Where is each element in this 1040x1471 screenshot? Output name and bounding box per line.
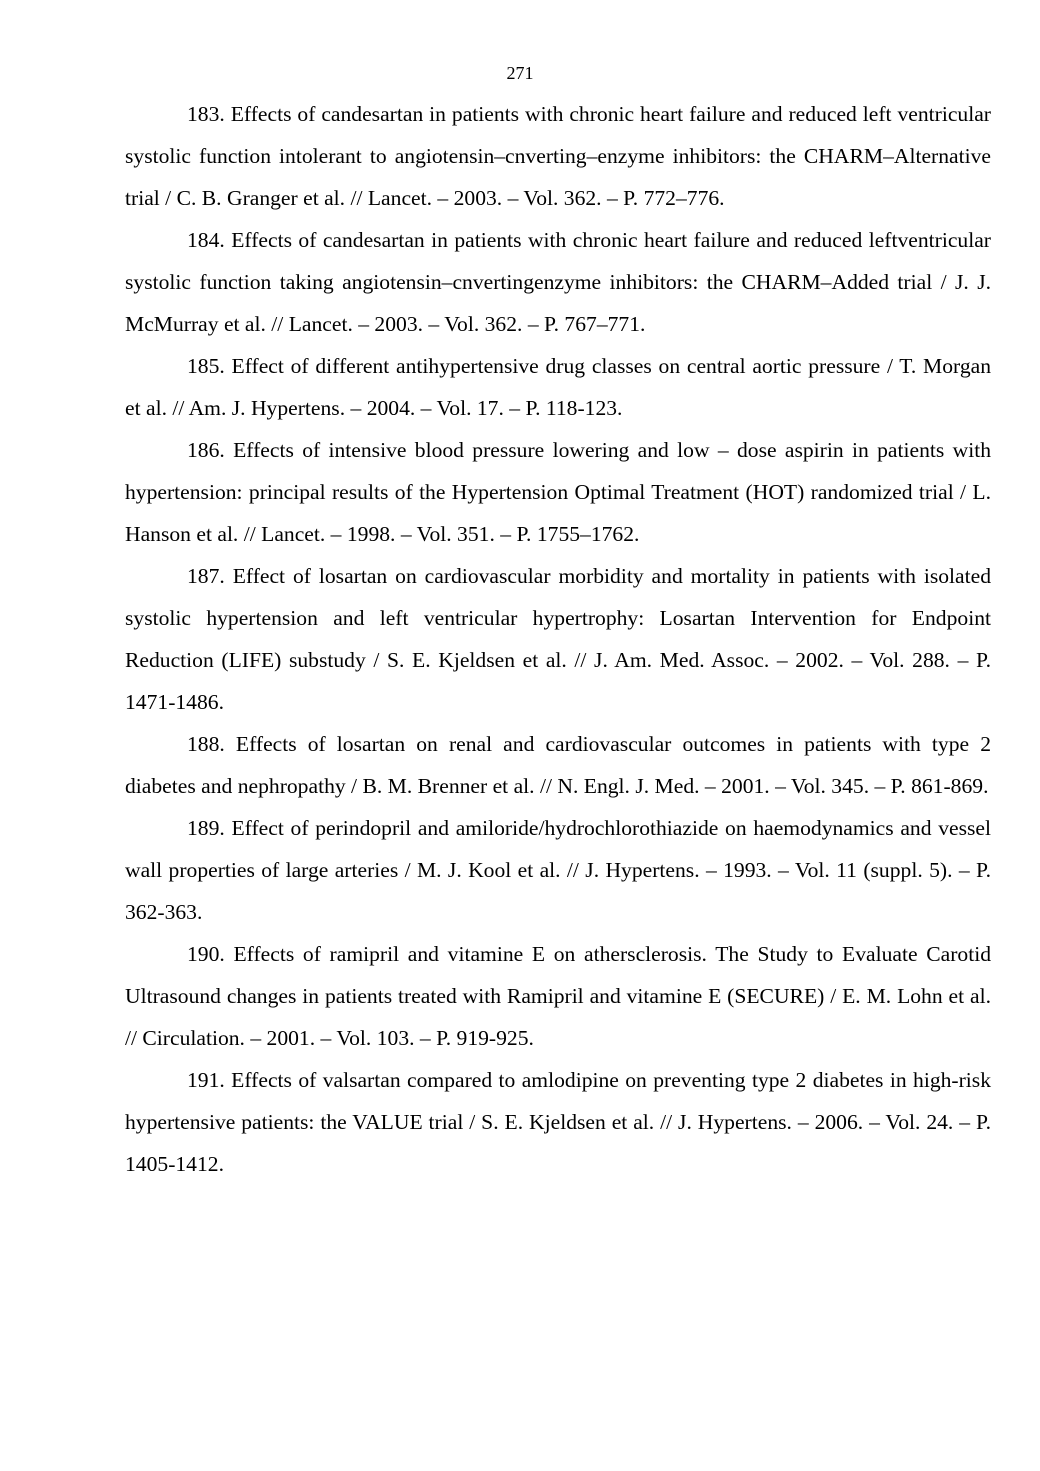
- reference-item: 187. Effect of losartan on cardiovascular morbidity and mortality in patients with isolated systolic hypertension and left ventricular hypertrophy: Losartan Intervention for Endpoint Reduction (LIFE) substudy / S. E. Kjeldsen et al. // J. Am. Med. Assoc. – 2002. – Vol. 288. – P. 1471-1486.: [125, 564, 991, 714]
- reference-item: 191. Effects of valsartan compared to amlodipine on preventing type 2 diabetes in high-risk hypertensive patients: the VALUE trial / S. E. Kjeldsen et al. // J. Hypertens. – 2006. – Vol. 24. – P. 1405-1412.: [125, 1068, 991, 1176]
- reference-item: 183. Effects of candesartan in patients with chronic heart failure and reduced left ventricular systolic function intolerant to angiotensin–cnverting–enzyme inhibitors: the CHARM–Alternative trial / C. B. Granger et al. // Lancet. – 2003. – Vol. 362. – P. 772–776.: [125, 102, 991, 210]
- reference-item: 189. Effect of perindopril and amiloride/hydrochlorothiazide on haemodynamics and vessel wall properties of large arteries / M. J. Kool et al. // J. Hypertens. – 1993. – Vol. 11 (suppl. 5). – P. 362-363.: [125, 816, 991, 924]
- reference-item: 190. Effects of ramipril and vitamine E on athersclerosis. The Study to Evaluate Carotid Ultrasound changes in patients treated with Ramipril and vitamine E (SECURE) / E. M. Lohn et al. // Circulation. – 2001. – Vol. 103. – P. 919-925.: [125, 942, 991, 1050]
- reference-item: 188. Effects of losartan on renal and cardiovascular outcomes in patients with type 2 diabetes and nephropathy / B. M. Brenner et al. // N. Engl. J. Med. – 2001. – Vol. 345. – P. 861-869.: [125, 732, 991, 798]
- reference-item: 184. Effects of candesartan in patients with chronic heart failure and reduced leftventricular systolic function taking angiotensin–cnvertingenzyme inhibitors: the CHARM–Added trial / J. J. McMurray et al. // Lancet. – 2003. – Vol. 362. – P. 767–771.: [125, 228, 991, 336]
- page-number: 271: [506, 63, 534, 83]
- reference-item: 185. Effect of different antihypertensive drug classes on central aortic pressure / T. Morgan et al. // Am. J. Hypertens. – 2004. – Vol. 17. – P. 118-123.: [125, 354, 991, 420]
- reference-item: 186. Effects of intensive blood pressure lowering and low – dose aspirin in patients with hypertension: principal results of the Hypertension Optimal Treatment (HOT) randomized trial / L. Hanson et al. // Lancet. – 1998. – Vol. 351. – P. 1755–1762.: [125, 438, 991, 546]
- reference-list: [125, 93, 991, 1185]
